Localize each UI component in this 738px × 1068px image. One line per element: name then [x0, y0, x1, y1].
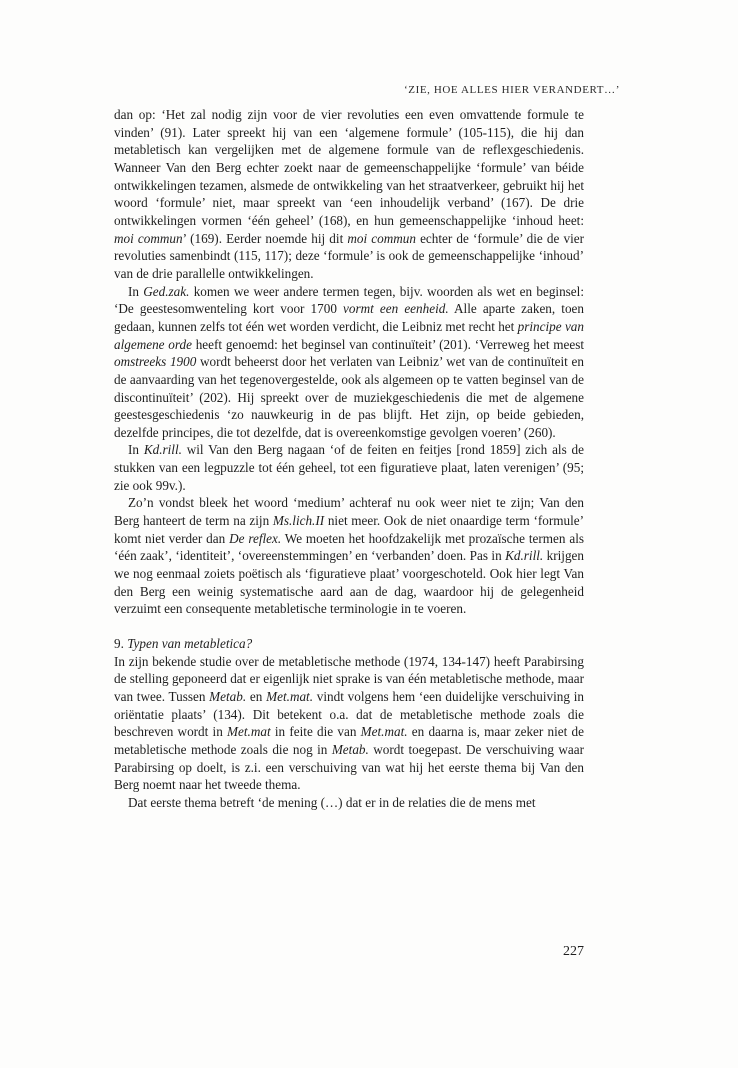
- italic-text: principe van algemene orde: [114, 318, 584, 352]
- italic-text: Ms.lich.II: [272, 513, 325, 529]
- text-run: 9.: [114, 636, 128, 652]
- running-header: ‘ZIE, HOE ALLES HIER VERANDERT…’: [403, 84, 620, 96]
- italic-text: Metab.: [331, 741, 369, 757]
- text-run: We moeten het hoofdzakelijk met prozaïsche termen als ‘één zaak’, ‘identiteit’, ‘overeenstemmingen’ en ‘verbanden’ doen. Pas in: [114, 530, 584, 564]
- text-run: wordt toegepast. De verschuiving waar Parabirsing op doelt, is z.i. een verschuiving van wat hij het eerste thema bij Van den Berg noemt naar het tweede thema.: [114, 741, 585, 793]
- body-text: [114, 106, 584, 812]
- text-run: en daarna is, maar zeker niet de metabletische methode zoals die nog in: [114, 724, 584, 757]
- italic-text: omstreeks 1900: [114, 354, 197, 370]
- text-run: echter de ‘formule’ die de vier revoluties samenbindt (115, 117); deze ‘formule’ is ook de gemeenschappelijke ‘inhoud’ van de drie parallelle ontwikkelingen.: [114, 230, 584, 281]
- text-run: ’ (169). Eerder noemde hij dit: [182, 230, 348, 246]
- italic-text: Kd.rill.: [143, 442, 182, 458]
- text-run: wordt beheerst door het verlaten van Leibniz’ wet van de continuïteit en de aanvaarding van het tegenovergestelde, ook als algemeen op te vatten beginsel van de discontinuïteit’ (202). Hij spreekt over de muziekgeschiedenis die met de algemene geestesgeschiedenis ‘zo nauwkeurig in de pas blijft. Het zijn, op beide gebieden, dezelfde principes, die tot dezelfde, dat is overeenkomstige gevolgen voeren’ (260).: [114, 354, 584, 440]
- italic-text: moi commun: [114, 230, 183, 246]
- page-number: 227: [563, 944, 584, 959]
- text-run: Zo’n vondst bleek het woord ‘medium’ achteraf nu ook weer niet te zijn; Van den Berg hanteert de term na zijn: [114, 495, 584, 529]
- paragraph: [114, 106, 584, 283]
- text-run: in feite die van: [270, 724, 361, 740]
- text-run: Dat eerste thema betreft ‘de mening (…) dat er in de relaties die de mens met: [128, 794, 536, 810]
- italic-text: Typen van metabletica?: [127, 636, 253, 652]
- italic-text: vormt een eenheid.: [343, 301, 449, 317]
- italic-text: Met.mat.: [266, 689, 314, 704]
- text-run: krijgen we nog eenmaal zoiets poëtisch als ‘figuratieve plaat’ voorgeschoteld. Ook hier legt Van den Berg een weinig systematische aard aan de dag, waardoor hij de gelegenheid verzuimt een consequente metabletische terminologie in te voeren.: [114, 548, 584, 617]
- text-run: In: [128, 283, 144, 299]
- paragraph: [114, 653, 584, 794]
- italic-text: moi commun: [347, 230, 416, 246]
- text-run: wil Van den Berg nagaan ‘of de feiten en feitjes [rond 1859] zich als de stukken van een legpuzzle tot één geheel, tot een figuratieve plaat, laten verenigen’ (95; zie ook 99v.).: [114, 442, 584, 493]
- paragraph: [114, 494, 584, 618]
- text-run: heeft genoemd: het beginsel van continuïteit’ (201). ‘Verreweg het meest: [191, 336, 584, 352]
- text-run: en: [246, 689, 267, 704]
- text-run: vindt volgens hem ‘een duidelijke verschuiving in oriëntatie plaats’ (134). Dit betekent o.a. dat de metabletische methode zoals die beschreven wordt in: [114, 689, 584, 740]
- italic-text: Ged.zak.: [143, 283, 190, 299]
- italic-text: Met.mat.: [360, 724, 408, 740]
- text-run: Alle aparte zaken, toen gedaan, kunnen zelfs tot één wet worden verdicht, die Leibniz met recht het: [114, 301, 585, 334]
- section-heading: [114, 635, 584, 653]
- italic-text: Metab.: [209, 689, 247, 704]
- italic-text: Met.mat: [227, 724, 271, 740]
- paragraph: [114, 794, 584, 812]
- text-run: niet meer. Ook de niet onaardige term ‘formule’ komt niet verder dan: [114, 513, 584, 546]
- text-run: komen we weer andere termen tegen, bijv. woorden als wet en beginsel: ‘De geestesomwenteling kort voor 1700: [114, 283, 584, 317]
- text-run: dan op: ‘Het zal nodig zijn voor de vier revoluties een even omvattende formule te vinden’ (91). Later spreekt hij van een ‘algemene formule’ (105-115), die hij dan metabletisch kan vergelijken met de algemene formule van de reflexgeschiedenis. Wanneer Van den Berg echter zoekt naar de gemeenschappelijke ‘formule’ van béide ontwikkelingen tezamen, alsmede de ontwikkeling van het straatverkeer, gebruikt hij het woord ‘formule’ niet, maar spreekt van ‘een inhoudelijk verband’ (167). De drie ontwikkelingen vormen ‘één geheel’ (168), en hun gemeenschappelijke ‘inhoud heet:: [114, 107, 584, 228]
- paragraph: [114, 441, 584, 494]
- italic-text: De reflex.: [229, 530, 282, 546]
- text-run: In: [128, 442, 144, 458]
- paragraph: [114, 283, 584, 442]
- italic-text: Kd.rill.: [505, 548, 544, 564]
- text-run: In zijn bekende studie over de metabletische methode (1974, 134-147) heeft Parabirsing de stelling geponeerd dat er eigenlijk niet sprake is van één metabletische methode, maar van twee. Tussen: [114, 653, 584, 704]
